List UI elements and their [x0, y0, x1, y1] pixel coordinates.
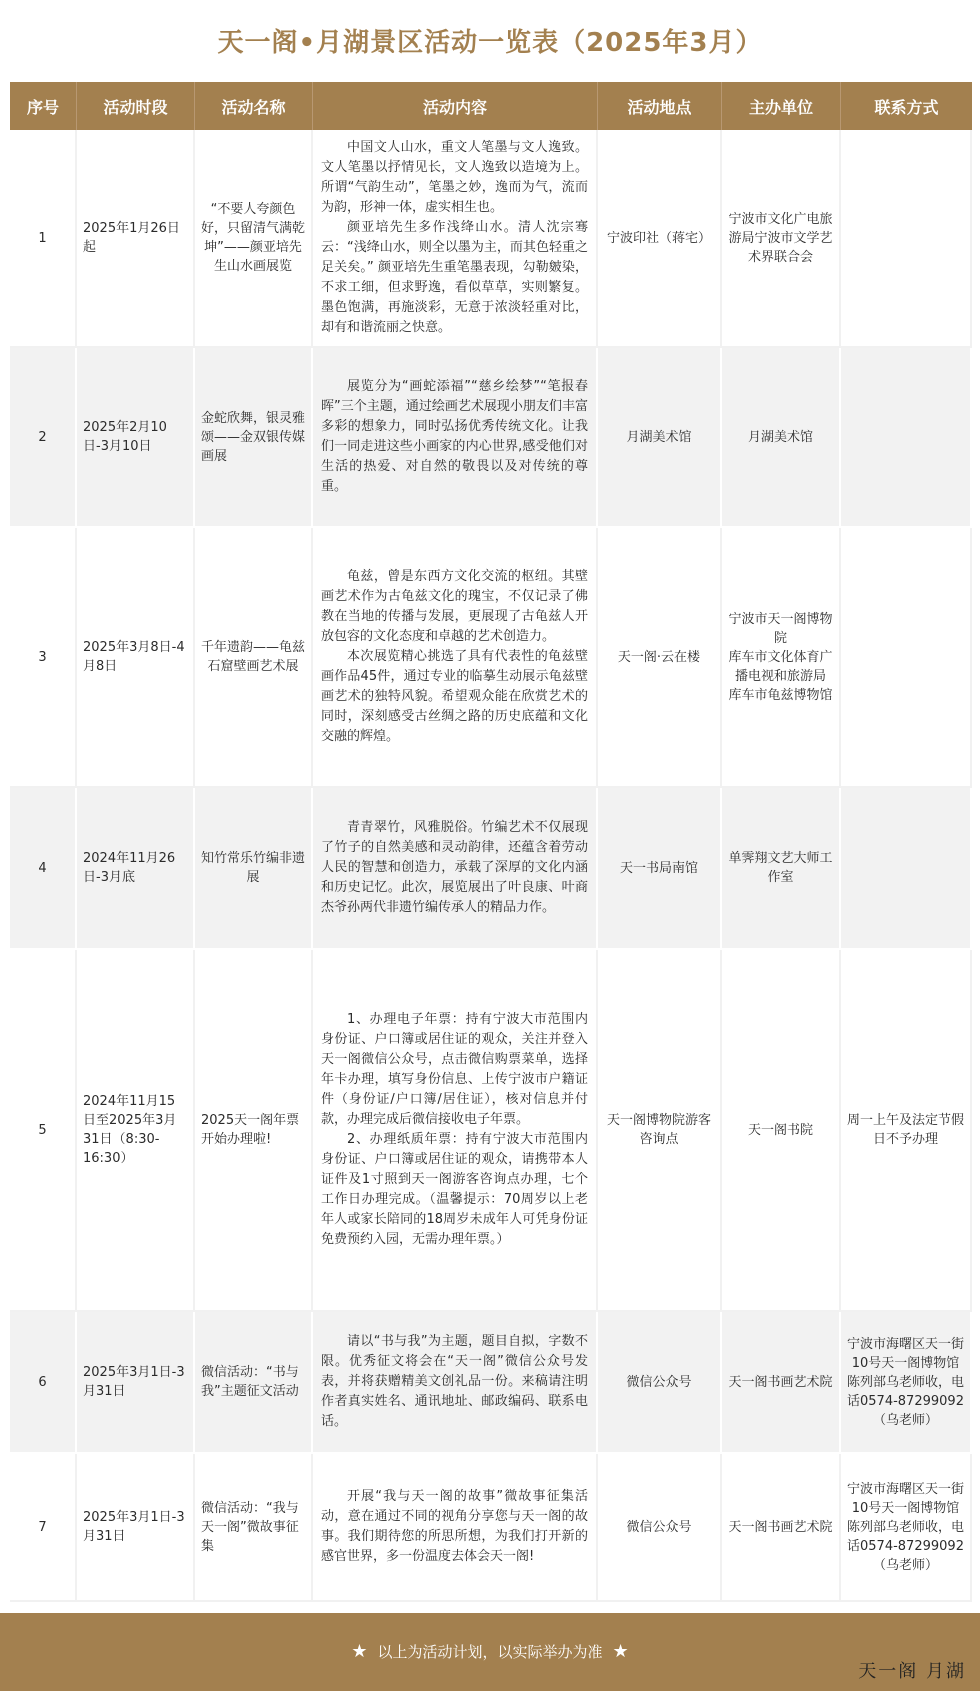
row-content — [313, 130, 598, 348]
row-period: 2024年11月15日至2025年3月31日（8:30-16:30） — [77, 950, 195, 1312]
footer-note: 以上为活动计划，以实际举办为准 — [377, 1643, 603, 1661]
content-paragraph: 请以“书与我”为主题，题目自拟，字数不限。优秀征文将会在“天一阁”微信公众号发表，并将获赠精美文创礼品一份。来稿请注明作者真实姓名、通讯地址、邮政编码、联系电话。 — [321, 1334, 588, 1429]
row-venue: 微信公众号 — [598, 1454, 722, 1602]
header-organizer: 主办单位 — [722, 82, 841, 130]
row-period: 2025年3月1日-3月31日 — [77, 1454, 195, 1602]
row-no: 7 — [10, 1454, 77, 1602]
row-organizer: 天一阁书院 — [722, 950, 841, 1312]
content-paragraph: 青青翠竹，风雅脱俗。竹编艺术不仅展现了竹子的自然美感和灵动韵律，还蕴含着劳动人民的智慧和创造力，承载了深厚的文化内涵和历史记忆。此次，展览展出了叶良康、叶商杰爷孙两代非遗竹编传承人的精品力作。 — [321, 820, 588, 915]
footer-note-line — [0, 1641, 980, 1662]
row-contact: 宁波市海曙区天一街10号天一阁博物馆陈列部乌老师收，电话0574-87299092（乌老师） — [841, 1312, 972, 1454]
row-name: 金蛇欣舞，银灵雅颂——金双银传媒画展 — [195, 348, 313, 528]
table-row — [10, 1312, 972, 1454]
row-contact: 周一上午及法定节假日不予办理 — [841, 950, 972, 1312]
row-no: 1 — [10, 130, 77, 348]
table-row — [10, 1454, 972, 1602]
table-row — [10, 528, 972, 788]
content-paragraph: 龟兹，曾是东西方文化交流的枢纽。其壁画艺术作为古龟兹文化的瑰宝，不仅记录了佛教在当地的传播与发展，更展现了古龟兹人开放包容的文化态度和卓越的艺术创造力。 — [321, 569, 588, 644]
content-paragraph: 开展“我与天一阁的故事”微故事征集活动，意在通过不同的视角分享您与天一阁的故事。我们期待您的所思所想，为我们打开新的感官世界，多一份温度去体会天一阁! — [321, 1489, 588, 1564]
row-contact: 宁波市海曙区天一街10号天一阁博物馆陈列部乌老师收，电话0574-87299092（乌老师） — [841, 1454, 972, 1602]
row-venue: 天一书局南馆 — [598, 788, 722, 950]
row-period: 2025年2月10日-3月10日 — [77, 348, 195, 528]
content-paragraph: 2、办理纸质年票：持有宁波大市范围内身份证、户口簿或居住证的观众，请携带本人证件及1寸照到天一阁游客咨询点办理，七个工作日办理完成。（温馨提示：70周岁以上老年人或家长陪同的18周岁未成年人可凭身份证免费预约入园，无需办理年票。） — [321, 1132, 588, 1247]
row-venue: 天一阁博物院游客咨询点 — [598, 950, 722, 1312]
page-title: 天一阁•月湖景区活动一览表（2025年3月） — [217, 28, 763, 58]
table-row — [10, 348, 972, 528]
row-no: 4 — [10, 788, 77, 950]
content-paragraph: 本次展览精心挑选了具有代表性的龟兹壁画作品45件，通过专业的临摹生动展示龟兹壁画艺术的独特风貌。希望观众能在欣赏艺术的同时，深刻感受古丝绸之路的历史底蕴和文化交融的辉煌。 — [321, 649, 588, 744]
header-no: 序号 — [10, 82, 77, 130]
organizer-line: 库车市文化体育广播电视和旅游局 — [728, 649, 833, 684]
row-name: 微信活动：“书与我”主题征文活动 — [195, 1312, 313, 1454]
row-organizer: 天一阁书画艺术院 — [722, 1312, 841, 1454]
table-header-row — [10, 82, 972, 130]
row-no: 2 — [10, 348, 77, 528]
footer-bar — [0, 1613, 980, 1691]
star-icon: ★ — [612, 1641, 629, 1662]
row-no: 6 — [10, 1312, 77, 1454]
row-contact — [841, 348, 972, 528]
row-contact — [841, 130, 972, 348]
header-venue: 活动地点 — [598, 82, 722, 130]
row-organizer: 天一阁书画艺术院 — [722, 1454, 841, 1602]
content-paragraph: 展览分为“画蛇添福”“慈乡绘梦”“笔报春晖”三个主题，通过绘画艺术展现小朋友们丰富多彩的想象力，同时弘扬优秀传统文化。让我们一同走进这些小画家的内心世界,感受他们对生活的热爱、对自然的敬畏以及对传统的尊重。 — [321, 379, 588, 494]
row-period: 2024年11月26日-3月底 — [77, 788, 195, 950]
content-paragraph: 中国文人山水，重文人笔墨与文人逸致。文人笔墨以抒情见长，文人逸致以造境为上。所谓“气韵生动”，笔墨之妙，逸而为气，流而为韵，形神一体，虚实相生也。 — [321, 140, 588, 215]
row-contact — [841, 528, 972, 788]
row-name: 千年遗韵——龟兹石窟壁画艺术展 — [195, 528, 313, 788]
row-period: 2025年3月1日-3月31日 — [77, 1312, 195, 1454]
row-name: 微信活动：“我与天一阁”微故事征集 — [195, 1454, 313, 1602]
row-no: 3 — [10, 528, 77, 788]
table-row — [10, 130, 972, 348]
row-organizer: 月湖美术馆 — [722, 348, 841, 528]
table-row — [10, 950, 972, 1312]
row-period: 2025年3月8日-4月8日 — [77, 528, 195, 788]
activity-table — [10, 82, 972, 1602]
content-paragraph: 颜亚培先生多作浅绛山水。清人沈宗骞云：“浅绛山水，则全以墨为主，而其色轻重之足关矣。” 颜亚培先生重笔墨表现，勾勒皴染，不求工细，但求野逸，看似草草，实则繁复。墨色饱满，再施淡彩，无意于浓淡轻重对比，却有和谐流丽之快意。 — [321, 220, 588, 335]
organizer-line: 宁波市天一阁博物院 — [728, 611, 833, 646]
header-period: 活动时段 — [77, 82, 195, 130]
row-name: 2025天一阁年票开始办理啦! — [195, 950, 313, 1312]
row-organizer: 宁波市文化广电旅游局宁波市文学艺术界联合会 — [722, 130, 841, 348]
brand-logo-text: 天一阁 月湖 — [858, 1661, 966, 1682]
row-content — [313, 348, 598, 528]
header-name: 活动名称 — [195, 82, 313, 130]
row-period: 2025年1月26日起 — [77, 130, 195, 348]
header-content: 活动内容 — [313, 82, 598, 130]
row-name: “不要人夸颜色好，只留清气满乾坤”——颜亚培先生山水画展览 — [195, 130, 313, 348]
table-row — [10, 788, 972, 950]
content-paragraph: 1、办理电子年票：持有宁波大市范围内身份证、户口簿或居住证的观众，关注并登入天一阁微信公众号，点击微信购票菜单，选择年卡办理，填写身份信息、上传宁波市户籍证件（身份证/户口簿/居住证），核对信息并付款，办理完成后微信接收电子年票。 — [321, 1012, 588, 1127]
row-content — [313, 788, 598, 950]
star-icon: ★ — [351, 1641, 368, 1662]
header-contact: 联系方式 — [841, 82, 972, 130]
row-no: 5 — [10, 950, 77, 1312]
row-organizer — [722, 528, 841, 788]
organizer-line: 库车市龟兹博物馆 — [728, 687, 833, 703]
row-venue: 微信公众号 — [598, 1312, 722, 1454]
row-venue: 宁波印社（蒋宅） — [598, 130, 722, 348]
row-contact — [841, 788, 972, 950]
activity-table-container — [10, 82, 972, 1602]
row-content — [313, 1312, 598, 1454]
row-venue: 月湖美术馆 — [598, 348, 722, 528]
row-name: 知竹常乐竹编非遗展 — [195, 788, 313, 950]
row-organizer: 单霁翔文艺大师工作室 — [722, 788, 841, 950]
row-venue: 天一阁·云在楼 — [598, 528, 722, 788]
row-content — [313, 1454, 598, 1602]
row-content — [313, 950, 598, 1312]
row-content — [313, 528, 598, 788]
